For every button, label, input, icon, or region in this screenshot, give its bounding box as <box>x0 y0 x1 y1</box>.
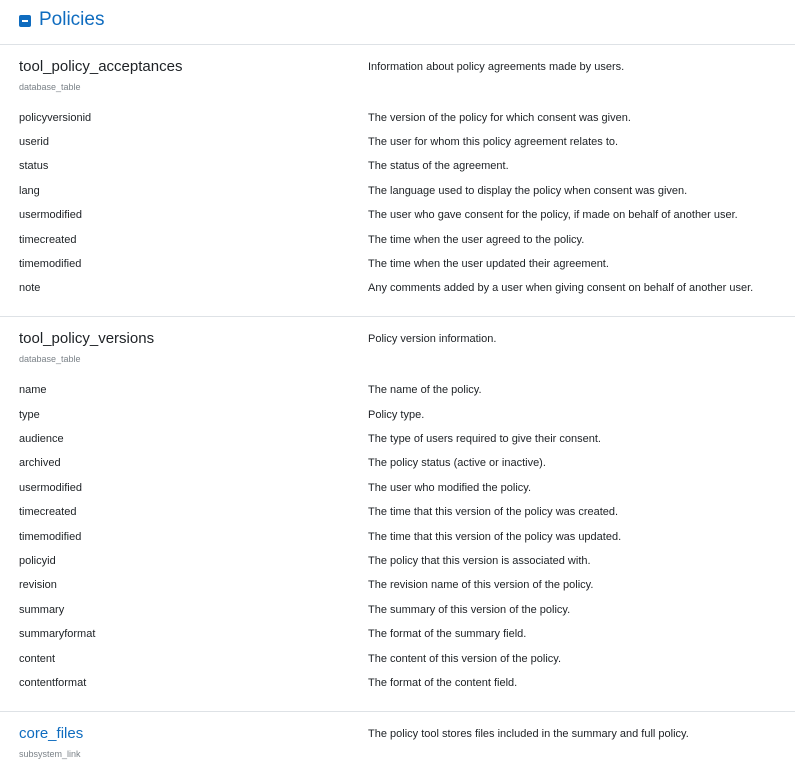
section-description: Policy version information. <box>368 333 497 345</box>
field-row <box>0 234 795 250</box>
divider <box>0 711 795 712</box>
field-name: policyversionid <box>19 112 92 124</box>
field-description: The policy that this version is associated with. <box>368 555 591 567</box>
field-row <box>0 677 795 693</box>
field-row <box>0 579 795 595</box>
field-description: Policy type. <box>368 409 425 421</box>
field-row <box>0 112 795 128</box>
field-row <box>0 185 795 201</box>
field-row <box>0 209 795 225</box>
field-name: policyid <box>19 555 56 567</box>
field-description: The version of the policy for which consent was given. <box>368 112 631 124</box>
field-description: The type of users required to give their consent. <box>368 433 601 445</box>
field-row <box>0 628 795 644</box>
field-name: contentformat <box>19 677 87 689</box>
field-row <box>0 604 795 620</box>
minus-square-icon[interactable] <box>19 15 31 27</box>
policies-header[interactable] <box>19 7 104 33</box>
field-row <box>0 282 795 298</box>
field-name: type <box>19 409 40 421</box>
field-name: audience <box>19 433 64 445</box>
section-title: tool_policy_versions <box>19 330 155 347</box>
field-row <box>0 258 795 274</box>
field-name: timecreated <box>19 506 77 518</box>
field-description: The time that this version of the policy was updated. <box>368 531 622 543</box>
field-name: summary <box>19 604 65 616</box>
field-description: The format of the content field. <box>368 677 518 689</box>
field-description: The name of the policy. <box>368 384 482 396</box>
field-name: timemodified <box>19 258 82 270</box>
divider <box>0 316 795 317</box>
field-description: The content of this version of the policy. <box>368 653 562 665</box>
field-description: The user for whom this policy agreement relates to. <box>368 136 619 148</box>
field-description: The revision name of this version of the policy. <box>368 579 594 591</box>
field-row <box>0 531 795 547</box>
field-description: The user who modified the policy. <box>368 482 532 494</box>
field-name: name <box>19 384 47 396</box>
field-row <box>0 409 795 425</box>
field-description: The summary of this version of the policy. <box>368 604 571 616</box>
field-row <box>0 506 795 522</box>
field-name: lang <box>19 185 40 197</box>
section-description: The policy tool stores files included in the summary and full policy. <box>368 728 689 740</box>
field-row <box>0 482 795 498</box>
field-row <box>0 136 795 152</box>
field-name: userid <box>19 136 49 148</box>
field-name: status <box>19 160 49 172</box>
field-name: archived <box>19 457 61 469</box>
field-description: The format of the summary field. <box>368 628 527 640</box>
field-description: The language used to display the policy when consent was given. <box>368 185 688 197</box>
section-type: subsystem_link <box>19 749 81 759</box>
field-description: The user who gave consent for the policy, if made on behalf of another user. <box>368 209 738 221</box>
field-row <box>0 433 795 449</box>
section-title: tool_policy_acceptances <box>19 58 183 75</box>
field-row <box>0 457 795 473</box>
page-title[interactable]: Policies <box>39 9 105 30</box>
field-name: timemodified <box>19 531 82 543</box>
field-name: usermodified <box>19 482 82 494</box>
field-description: The status of the agreement. <box>368 160 509 172</box>
divider <box>0 44 795 45</box>
field-description: The time when the user agreed to the policy. <box>368 234 585 246</box>
field-name: note <box>19 282 41 294</box>
field-name: revision <box>19 579 57 591</box>
field-description: Any comments added by a user when giving consent on behalf of another user. <box>368 282 754 294</box>
field-description: The time when the user updated their agreement. <box>368 258 609 270</box>
section-type: database_table <box>19 354 81 364</box>
field-row <box>0 384 795 400</box>
field-name: usermodified <box>19 209 82 221</box>
field-row <box>0 555 795 571</box>
field-name: timecreated <box>19 234 77 246</box>
section-type: database_table <box>19 82 81 92</box>
field-description: The policy status (active or inactive). <box>368 457 546 469</box>
field-row <box>0 653 795 669</box>
field-description: The time that this version of the policy was created. <box>368 506 619 518</box>
field-name: content <box>19 653 56 665</box>
section-description: Information about policy agreements made by users. <box>368 61 625 73</box>
field-name: summaryformat <box>19 628 96 640</box>
core-files-link[interactable]: core_files <box>19 725 84 742</box>
field-row <box>0 160 795 176</box>
